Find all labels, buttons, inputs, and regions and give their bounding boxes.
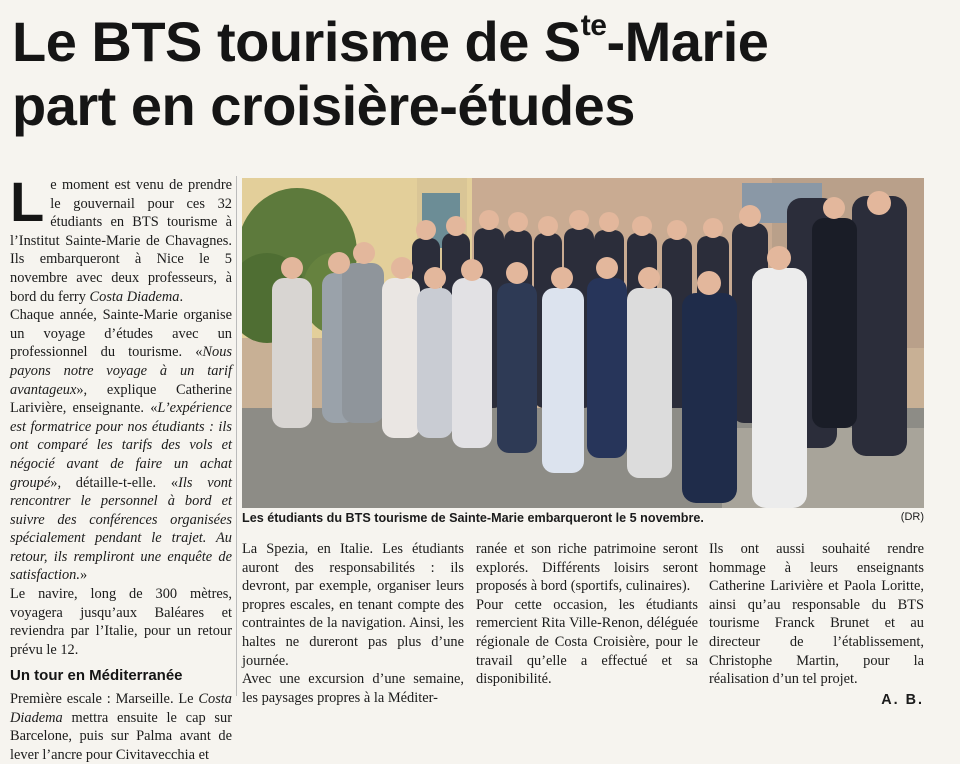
paragraph-route	[10, 690, 232, 764]
intro-text: e moment est venu de prendre le gouvernail pour ces 32 étudiants en BTS tourisme à l’Institut Sainte-Marie de Chavagnes. Ils embarqueront à Nice le 5 novembre avec deux professeurs, à bord du ferry	[10, 177, 232, 305]
paragraph-ship: Le navire, long de 300 mètres, voyagera jusqu’aux Baléares et reviendra par l’Italie, pour un retour prévu le 12.	[10, 586, 232, 658]
article-column-4	[709, 540, 924, 709]
headline-line1-suffix: -Marie	[606, 10, 769, 73]
paragraph-thanks: Pour cette occasion, les étudiants remercient Rita Ville-Renon, déléguée régionale de Costa Croisière, pour le travail qu’elle a effectué et sa disponibilité.	[476, 596, 698, 688]
caption-text: Les étudiants du BTS tourisme de Sainte-Marie embarqueront le 5 novembre.	[242, 511, 704, 525]
author-signature: A. B.	[881, 691, 924, 708]
quote-2: L’expérience est formatrice pour nos étudiants : ils ont comparé les tarifs des vols et négocié avant de faire un achat groupé	[10, 400, 232, 491]
paragraph-stops: La Spezia, en Italie. Les étudiants auront des responsabilités : ils devront, par exemple, organiser leurs propres escales, en tenant compte des contraintes de la navigation. Ainsi, les haltes ne dureront pas plus d’une journée.	[242, 541, 464, 669]
ship-name-2: Costa Diadema	[10, 691, 232, 726]
headline-line1-prefix: Le BTS tourisme de S	[12, 10, 581, 73]
route-text-a: Première escale : Marseille. Le	[10, 691, 199, 708]
quote-3: Ils vont rencontrer le personnel à bord et suivre des conférences organisées spécialement pendant le trajet. Au retour, ils rempliront une enquête de satisfaction.	[10, 474, 232, 584]
route-text-b: mettra ensuite le cap sur Barcelone, puis sur Palma avant de lever l’ancre pour Civitavecchia et	[10, 709, 232, 763]
quote-1: Nous payons notre voyage à un tarif avantageux	[10, 344, 232, 398]
subheading: Un tour en Méditerranée	[10, 667, 183, 685]
article-column-3	[476, 540, 698, 689]
dropcap: L	[10, 170, 45, 233]
photo-caption	[242, 511, 924, 525]
intro-end: .	[179, 288, 184, 305]
paragraph-intro	[10, 170, 232, 306]
quotes-text-b: », explique Catherine Larivière, enseignante. «	[10, 381, 232, 417]
headline	[12, 10, 952, 138]
article-column-2	[242, 540, 464, 707]
paragraph-quotes	[10, 306, 232, 585]
headline-superscript: te	[580, 9, 607, 42]
quotes-text-c: », détaille-t-elle. «	[50, 474, 179, 491]
quotes-text-d: »	[79, 567, 88, 584]
paragraph-heritage: ranée et son riche patrimoine seront explorés. Différents loisirs seront proposés à bord (sportifs, culinaires).	[476, 541, 698, 595]
column-divider	[236, 176, 237, 696]
photo-credit: (DR)	[900, 511, 924, 523]
article-column-1	[10, 170, 232, 764]
quotes-text-a: Chaque année, Sainte-Marie organise un voyage d’études avec un professionnel du tourisme. «	[10, 307, 232, 361]
paragraph-excursion: Avec une excursion d’une semaine, les paysages propres à la Méditer-	[242, 671, 464, 706]
headline-line2: part en croisière-études	[12, 74, 635, 137]
ship-name: Costa Diadema	[89, 288, 180, 305]
paragraph-tribute: Ils ont aussi souhaité rendre hommage à leurs enseignants Catherine Larivière et Paola Loritte, ainsi qu’au responsable du BTS tourisme Franck Brunet et au directeur de l’établissement, Christophe Martin, pour la réalisation d’un tel projet.	[709, 541, 924, 688]
group-photo-illustration	[242, 178, 924, 508]
group-photo	[242, 178, 924, 508]
